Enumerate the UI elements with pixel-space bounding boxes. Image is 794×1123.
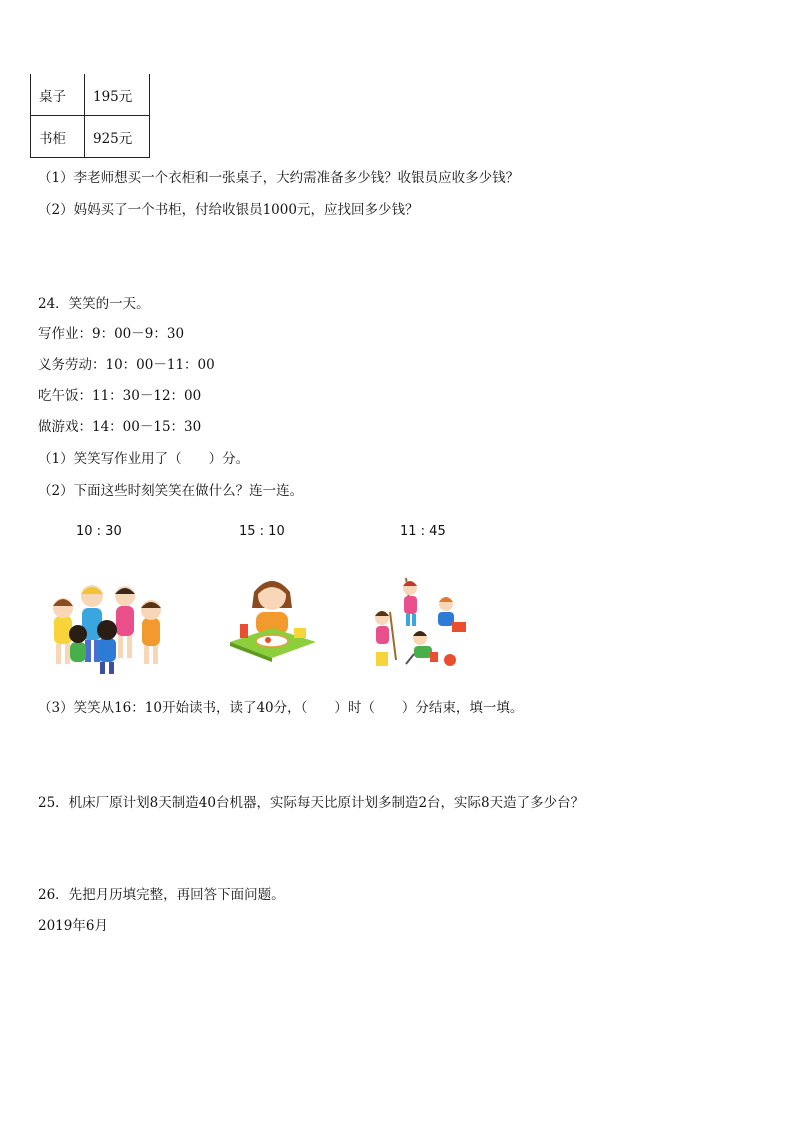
schedule-item: 吃午饭：11：30－12：00 <box>38 388 202 404</box>
child-figure <box>403 578 417 626</box>
q25-text: 25．机床厂原计划8天制造40台机器，实际每天比原计划多制造2台，实际8天造了多少台？ <box>38 795 585 811</box>
q24-sub2: （2）下面这些时刻笑笑在做什么？连一连。 <box>38 483 304 499</box>
child-figure <box>141 600 161 664</box>
q23-sub2: （2）妈妈买了一个书柜，付给收银员1000元，应找回多少钱？ <box>38 202 419 218</box>
q24-sub3: （3）笑笑从16：10开始读书，读了40分，（ ）时（ ）分结束，填一填。 <box>38 700 524 716</box>
child-figure <box>115 586 135 658</box>
child-figure <box>252 581 292 634</box>
schedule-item: 写作业：9：00－9：30 <box>38 326 185 342</box>
time-label: 10 : 30 <box>76 524 122 539</box>
time-label: 15 : 10 <box>239 524 285 539</box>
time-label: 11 : 45 <box>400 524 446 539</box>
table-row <box>31 74 150 116</box>
item-name: 书柜 <box>31 116 85 158</box>
food-icon <box>265 637 271 643</box>
price-table <box>30 74 150 158</box>
calendar-month: 2019年6月 <box>38 918 108 934</box>
table-row <box>31 116 150 158</box>
children-cleaning-icon <box>370 572 470 670</box>
q24-title: 24．笑笑的一天。 <box>38 296 150 312</box>
fries-icon <box>294 628 306 638</box>
q23-sub1: （1）李老师想买一个衣柜和一张桌子，大约需准备多少钱？收银员应收多少钱？ <box>38 170 520 186</box>
plate-icon <box>256 635 288 647</box>
child-figure <box>97 620 117 674</box>
child-eating-icon <box>226 572 318 662</box>
child-figure <box>69 625 87 662</box>
item-name: 桌子 <box>31 74 85 116</box>
item-price: 925元 <box>85 116 150 158</box>
q26-text: 26．先把月历填完整，再回答下面问题。 <box>38 887 285 903</box>
q24-sub1: （1）笑笑写作业用了（ ）分。 <box>38 451 250 467</box>
cup-icon <box>240 624 248 638</box>
children-playing-icon <box>46 572 170 676</box>
child-figure <box>375 611 396 666</box>
child-figure <box>406 631 456 666</box>
item-price: 195元 <box>85 74 150 116</box>
schedule-item: 义务劳动：10：00－11：00 <box>38 357 215 373</box>
schedule-item: 做游戏：14：00－15：30 <box>38 419 202 435</box>
child-figure <box>438 597 466 632</box>
